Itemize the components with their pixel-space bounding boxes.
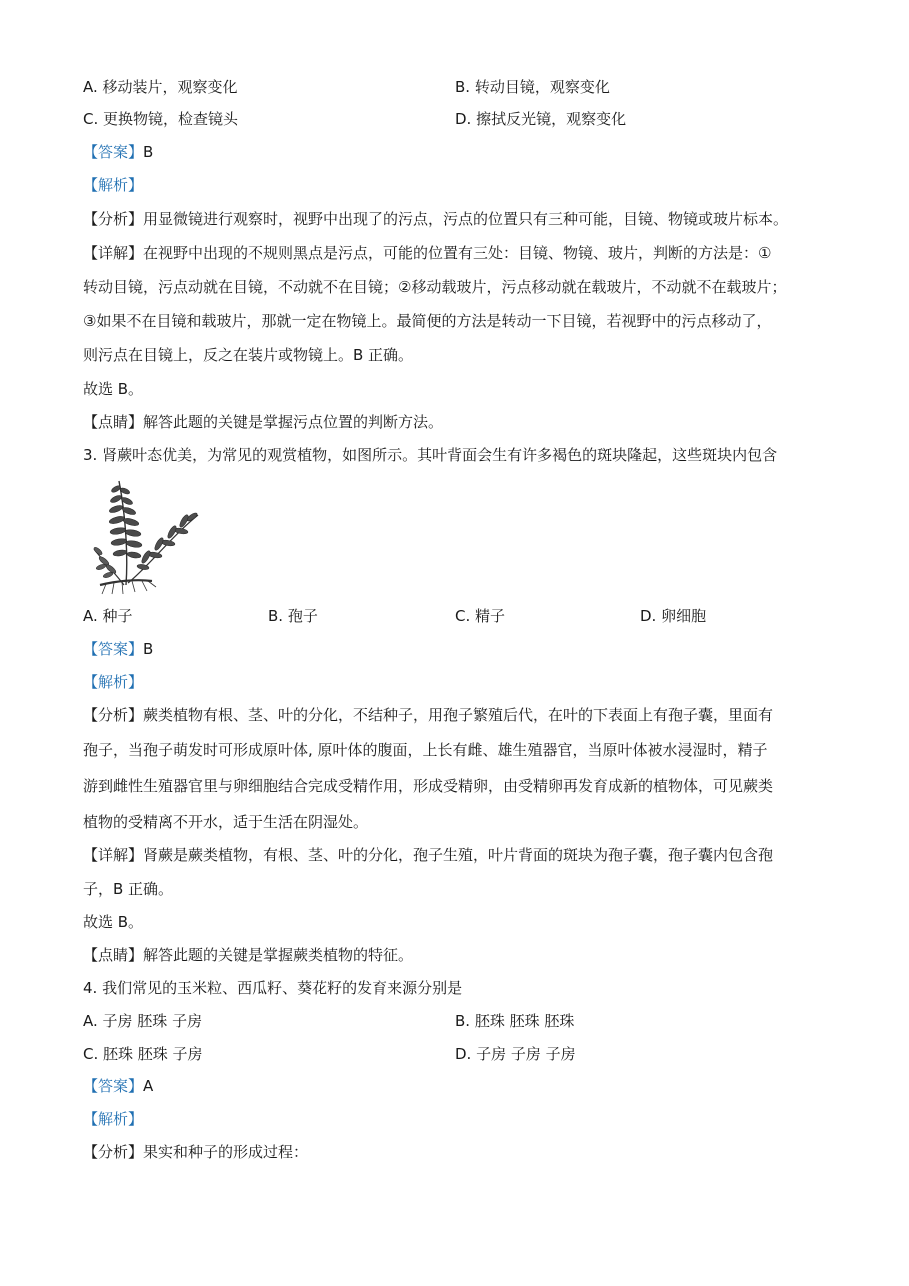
dianjing-tag: 【点睛】 (83, 946, 144, 964)
answer-value: A (143, 1077, 154, 1095)
fenxi-text: 用显微镜进行观察时，视野中出现了的污点，污点的位置只有三种可能，目镜、物镜或玻片标本。 (143, 210, 789, 228)
dianjing-text: 解答此题的关键是掌握蕨类植物的特征。 (143, 946, 414, 964)
q4-fenxi (83, 1142, 308, 1162)
q4-option-c: C. 胚珠 胚珠 子房 (83, 1045, 203, 1063)
q2-xiangjie-line-4: 则污点在目镜上，反之在装片或物镜上。B 正确。 (83, 346, 414, 364)
xiangjie-text: 肾蕨是蕨类植物，有根、茎、叶的分化，孢子生殖，叶片背面的斑块为孢子囊，孢子囊内包含孢 (143, 846, 774, 864)
q2-conclusion: 故选 B。 (83, 380, 144, 398)
q4-option-d: D. 子房 子房 子房 (455, 1045, 576, 1063)
q3-option-c: C. 精子 (455, 607, 506, 625)
answer-tag: 【答案】 (83, 143, 144, 161)
q2-analysis-heading: 【解析】 (83, 176, 144, 194)
q4-answer (83, 1076, 153, 1096)
q2-dianjing (83, 412, 443, 432)
q3-analysis-heading: 【解析】 (83, 673, 144, 691)
q3-fenxi-line-2: 孢子，当孢子萌发时可形成原叶体, 原叶体的腹面，上长有雌、雄生殖器官，当原叶体被水浸湿时，精子 (83, 741, 768, 759)
fenxi-text: 果实和种子的形成过程： (143, 1143, 309, 1161)
q3-option-d: D. 卵细胞 (640, 607, 707, 625)
q3-answer (83, 639, 153, 659)
q2-xiangjie-line-3: ③如果不在目镜和载玻片，那就一定在物镜上。最简便的方法是转动一下目镜，若视野中的污点移动了， (83, 312, 772, 330)
q3-fenxi-line-4: 植物的受精离不开水，适于生活在阴湿处。 (83, 813, 369, 831)
q2-answer (83, 142, 153, 162)
answer-tag: 【答案】 (83, 640, 144, 658)
answer-value: B (143, 640, 154, 658)
dianjing-tag: 【点睛】 (83, 413, 144, 431)
answer-tag: 【答案】 (83, 1077, 144, 1095)
fenxi-tag: 【分析】 (83, 210, 144, 228)
q3-fenxi-line-3: 游到雌性生殖器官里与卵细胞结合完成受精作用，形成受精卵，由受精卵再发育成新的植物体，可见蕨类 (83, 777, 774, 795)
xiangjie-tag: 【详解】 (83, 244, 144, 262)
fenxi-text: 蕨类植物有根、茎、叶的分化，不结种子，用孢子繁殖后代，在叶的下表面上有孢子囊，里面有 (143, 706, 774, 724)
xiangjie-tag: 【详解】 (83, 846, 144, 864)
q3-stem: 3. 肾蕨叶态优美，为常见的观赏植物，如图所示。其叶背面会生有许多褐色的斑块隆起，这些斑块内包含 (83, 446, 778, 464)
q3-xiangjie-line-2: 子，B 正确。 (83, 880, 174, 898)
q3-option-a: A. 种子 (83, 607, 133, 625)
xiangjie-text: 在视野中出现的不规则黑点是污点，可能的位置有三处：目镜、物镜、玻片，判断的方法是：① (143, 244, 772, 262)
q4-analysis-heading: 【解析】 (83, 1110, 144, 1128)
fenxi-tag: 【分析】 (83, 706, 144, 724)
q2-xiangjie-line-1 (83, 243, 771, 263)
q2-fenxi (83, 209, 788, 229)
q3-option-b: B. 孢子 (268, 607, 318, 625)
q2-option-b: B. 转动目镜，观察变化 (455, 78, 610, 96)
q3-fenxi-line-1 (83, 705, 773, 725)
answer-value: B (143, 143, 154, 161)
q2-option-c: C. 更换物镜，检查镜头 (83, 110, 239, 128)
q2-option-a: A. 移动装片，观察变化 (83, 78, 238, 96)
q2-xiangjie-line-2: 转动目镜，污点动就在目镜，不动就不在目镜；②移动载玻片，污点移动就在载玻片，不动就不在载玻片； (83, 278, 787, 296)
dianjing-text: 解答此题的关键是掌握污点位置的判断方法。 (143, 413, 444, 431)
fenxi-tag: 【分析】 (83, 1143, 144, 1161)
q4-option-a: A. 子房 胚珠 子房 (83, 1012, 203, 1030)
q3-dianjing (83, 945, 413, 965)
fern-illustration-icon (86, 477, 204, 597)
q4-option-b: B. 胚珠 胚珠 胚珠 (455, 1012, 575, 1030)
q4-stem: 4. 我们常见的玉米粒、西瓜籽、葵花籽的发育来源分别是 (83, 979, 463, 997)
q2-option-d: D. 擦拭反光镜，观察变化 (455, 110, 627, 128)
q3-xiangjie-line-1 (83, 845, 773, 865)
q3-conclusion: 故选 B。 (83, 913, 144, 931)
